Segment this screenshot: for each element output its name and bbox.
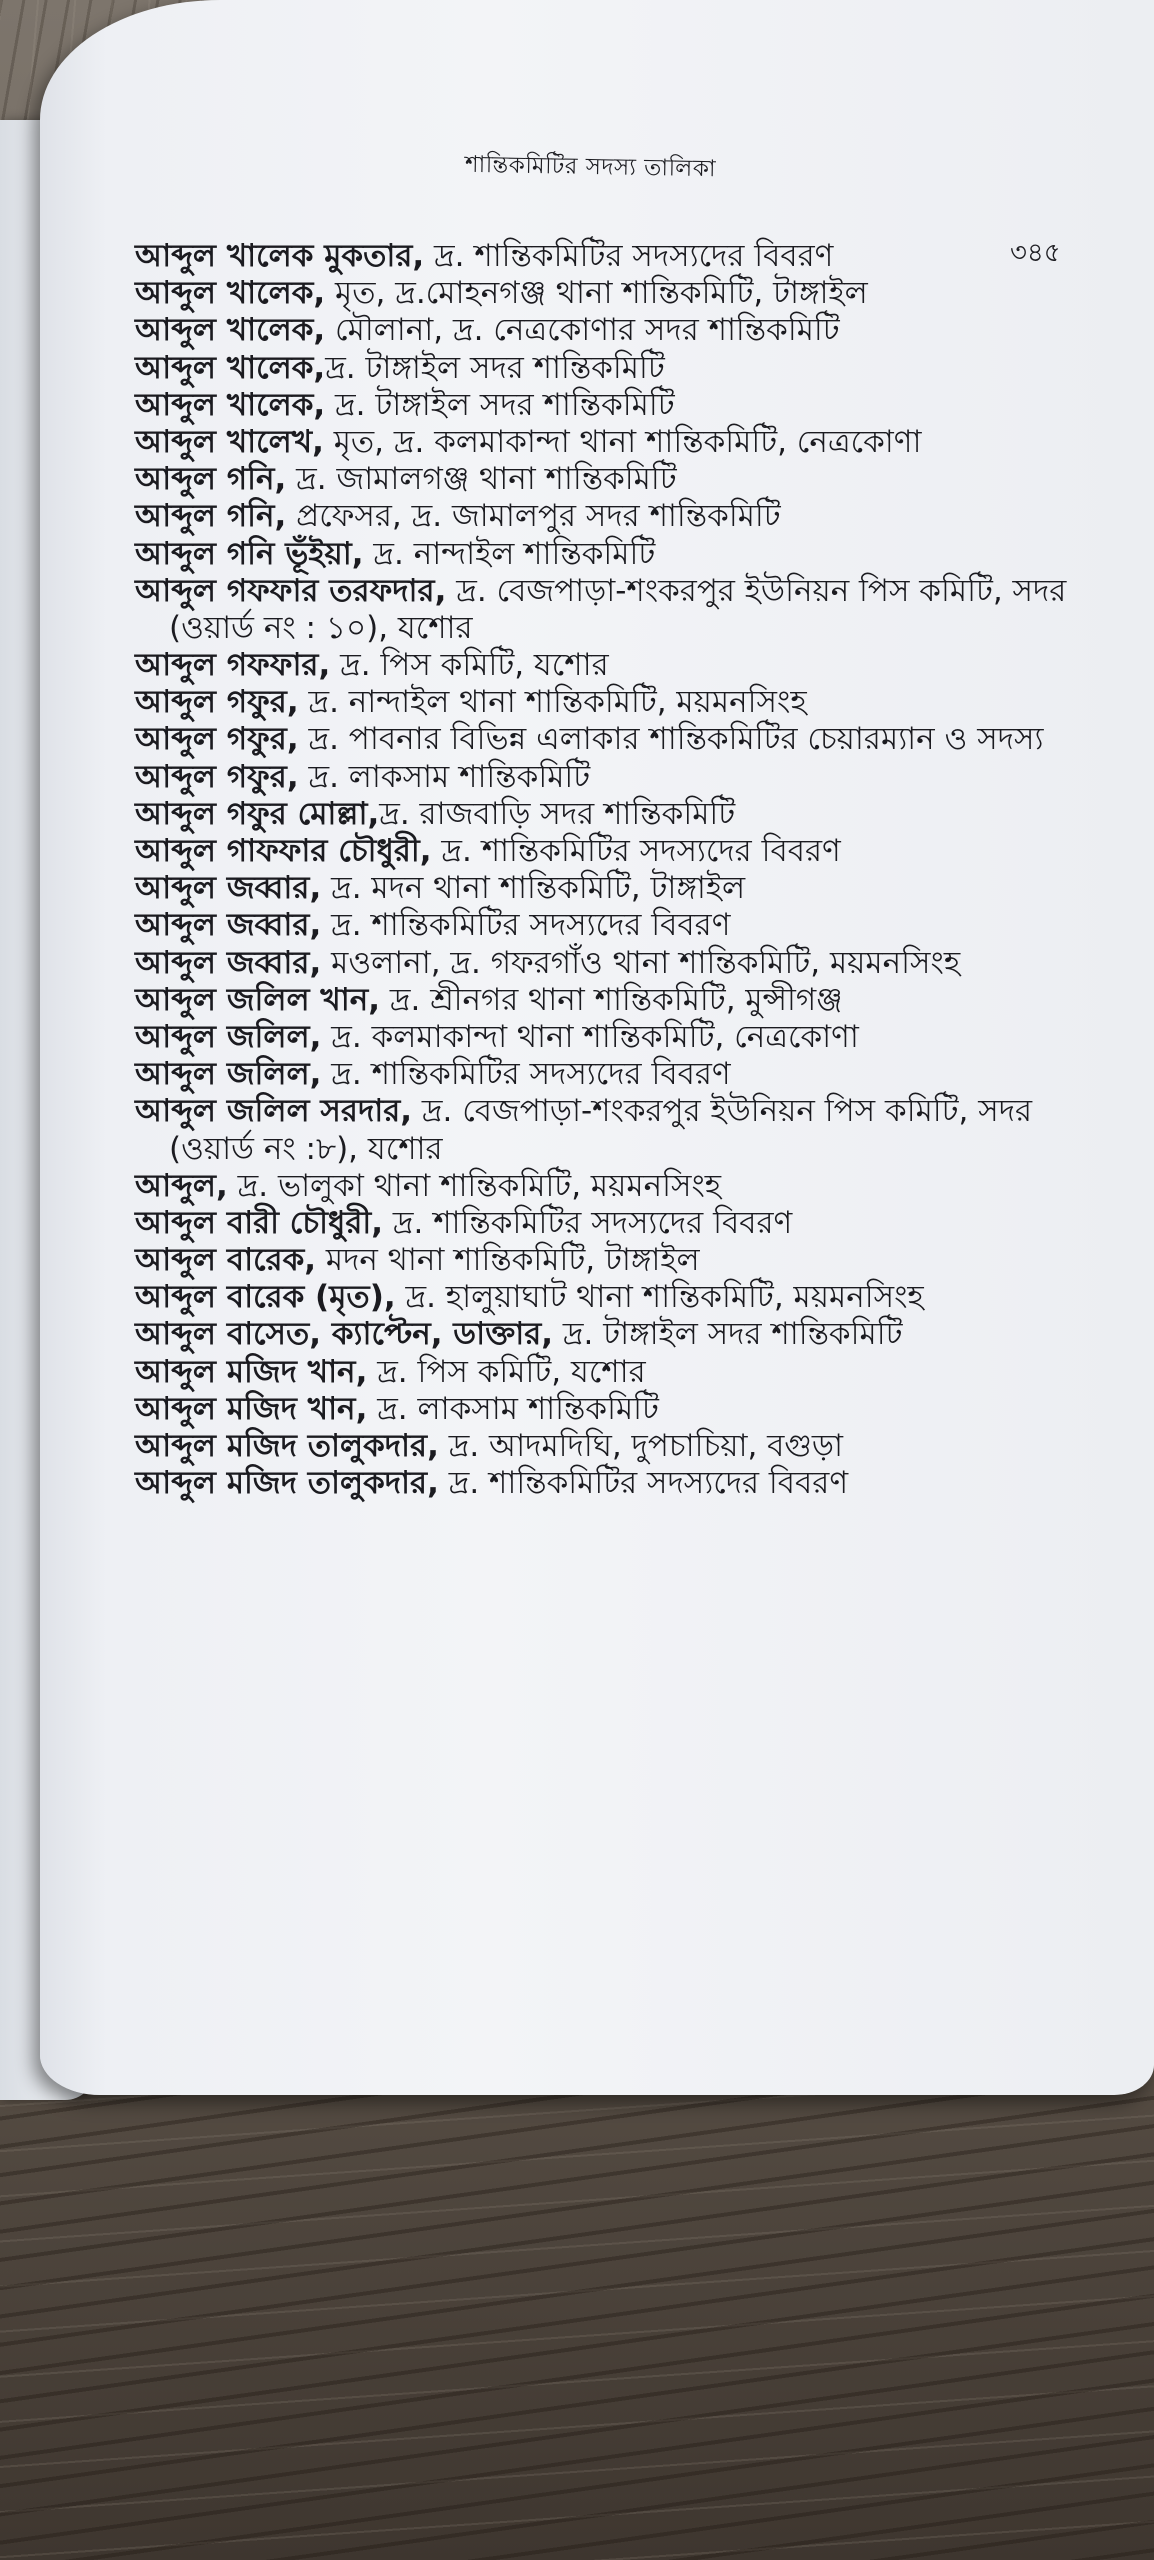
list-item <box>135 461 1145 498</box>
entry-detail: (ওয়ার্ড নং : ১০), যশোর <box>169 609 473 646</box>
entry-detail: দ্র. বেজপাড়া-শংকরপুর ইউনিয়ন পিস কমিটি, সদর <box>412 1093 1033 1130</box>
entry-name: আব্দুল খালেক, <box>135 349 326 386</box>
entry-detail: দ্র. শান্তিকমিটির সদস্যদের বিবরণ <box>424 238 834 274</box>
list-item <box>135 573 1145 610</box>
entry-name: আব্দুল খালেখ, <box>135 423 324 460</box>
list-item <box>135 1168 1145 1205</box>
list-item <box>135 1354 1145 1391</box>
entry-name: আব্দুল মজিদ খান, <box>135 1390 368 1427</box>
entry-detail: দ্র. শান্তিকমিটির সদস্যদের বিবরণ <box>321 907 731 944</box>
entry-detail: দ্র. টাঙ্গাইল সদর শান্তিকমিটি <box>325 386 675 423</box>
list-item <box>135 1019 1145 1056</box>
entry-detail: মৃত, দ্র. কলমাকান্দা থানা শান্তিকমিটি, নেত্রকোণা <box>323 423 922 460</box>
list-item <box>135 1391 1145 1428</box>
list-item <box>135 759 1145 796</box>
list-item <box>135 387 1145 424</box>
list-item <box>135 312 1145 349</box>
list-item <box>135 1465 1145 1502</box>
page-number: ৩৪৫ <box>1010 238 1061 268</box>
entry-detail: দ্র. ভালুকা থানা শান্তিকমিটি, ময়মনসিংহ <box>227 1167 722 1204</box>
entry-detail: মওলানা, দ্র. গফরগাঁও থানা শান্তিকমিটি, ময়মনসিংহ <box>321 944 961 981</box>
entry-name: আব্দুল খালেক মুকতার, <box>135 238 425 274</box>
book-page <box>40 0 1154 2095</box>
entry-detail: দ্র. পাবনার বিভিন্ন এলাকার শান্তিকমিটির চেয়ারম্যান ও সদস্য <box>298 721 1044 758</box>
list-item <box>135 1428 1145 1465</box>
entry-detail: দ্র. জামালগঞ্জ থানা শান্তিকমিটি <box>286 461 677 498</box>
entry-name: আব্দুল গাফফার চৌধুরী, <box>135 833 432 869</box>
list-item <box>135 1056 1145 1093</box>
entry-name: আব্দুল জব্বার, <box>135 944 322 981</box>
entry-name: আব্দুল গফুর, <box>135 684 299 721</box>
entry-name: আব্দুল, <box>135 1167 228 1204</box>
entry-name: আব্দুল বারেক (মৃত), <box>135 1279 396 1316</box>
list-item <box>135 1316 1145 1353</box>
entry-detail: দ্র. আদমদিঘি, দুপচাচিয়া, বগুড়া <box>438 1428 844 1464</box>
entry-detail: দ্র. পিস কমিটি, যশোর <box>367 1353 646 1390</box>
table-surface <box>0 2060 1154 2560</box>
entry-detail: দ্র. লাকসাম শান্তিকমিটি <box>367 1390 659 1427</box>
entry-name: আব্দুল জলিল, <box>135 1018 322 1055</box>
list-item <box>135 647 1145 684</box>
entry-name: আব্দুল খালেক, <box>135 275 326 312</box>
entry-continuation <box>135 1131 1145 1168</box>
entry-name: আব্দুল গনি, <box>135 461 287 498</box>
entry-detail: দ্র. শান্তিকমিটির সদস্যদের বিবরণ <box>438 1465 849 1502</box>
entry-detail: মৃত, দ্র.মোহনগঞ্জ থানা শান্তিকমিটি, টাঙ্গাইল <box>325 275 868 312</box>
entry-name: আব্দুল বারেক, <box>135 1242 317 1279</box>
list-item <box>135 945 1145 982</box>
entry-name: আব্দুল জলিল সরদার, <box>135 1093 413 1130</box>
entry-name: আব্দুল মজিদ খান, <box>135 1353 368 1390</box>
entry-name: আব্দুল গফুর, <box>135 721 299 758</box>
entry-name: আব্দুল গফফার, <box>135 647 331 684</box>
entry-detail: দ্র. শান্তিকমিটির সদস্যদের বিবরণ <box>431 833 841 869</box>
list-item <box>135 870 1145 907</box>
entry-detail: দ্র. বেজপাড়া-শংকরপুর ইউনিয়ন পিস কমিটি, সদর <box>446 572 1067 609</box>
entry-name: আব্দুল জব্বার, <box>135 870 322 907</box>
entry-detail: (ওয়ার্ড নং :৮), যশোর <box>169 1130 443 1167</box>
list-item <box>135 498 1145 535</box>
entry-detail: দ্র. শান্তিকমিটির সদস্যদের বিবরণ <box>383 1204 793 1241</box>
list-item <box>135 350 1145 387</box>
list-item <box>135 721 1145 758</box>
list-item <box>135 238 1145 275</box>
entry-detail: দ্র. রাজবাড়ি সদর শান্তিকমিটি <box>379 795 736 832</box>
entry-name: আব্দুল খালেক, <box>135 386 326 423</box>
list-item <box>135 796 1145 833</box>
entry-name: আব্দুল জলিল খান, <box>135 981 381 1018</box>
entry-name: আব্দুল গনি, <box>135 498 287 535</box>
entry-name: আব্দুল গফফার তরফদার, <box>135 572 447 609</box>
entry-name: আব্দুল বাসেত, ক্যাপ্টেন, ডাক্তার, <box>135 1316 554 1353</box>
list-item <box>135 982 1145 1019</box>
entry-name: আব্দুল জব্বার, <box>135 907 322 944</box>
entry-detail: দ্র. মদন থানা শান্তিকমিটি, টাঙ্গাইল <box>321 870 746 907</box>
entry-detail: দ্র. লাকসাম শান্তিকমিটি <box>298 758 591 795</box>
entry-name: আব্দুল গফুর, <box>135 758 299 795</box>
list-item <box>135 536 1145 573</box>
entry-name: আব্দুল গফুর মোল্লা, <box>135 795 380 832</box>
list-item <box>135 907 1145 944</box>
entry-name: আব্দুল মজিদ তালুকদার, <box>135 1428 439 1464</box>
list-item <box>135 1279 1145 1316</box>
list-item <box>135 275 1145 312</box>
entry-detail: প্রফেসর, দ্র. জামালপুর সদর শান্তিকমিটি <box>286 498 781 535</box>
entry-detail: দ্র. কলমাকান্দা থানা শান্তিকমিটি, নেত্রকোণা <box>321 1018 859 1055</box>
entry-detail: দ্র. টাঙ্গাইল সদর শান্তিকমিটি <box>325 349 665 386</box>
list-item <box>135 1242 1145 1279</box>
entry-detail: দ্র. নান্দাইল শান্তিকমিটি <box>363 535 656 572</box>
entry-continuation <box>135 610 1145 647</box>
entry-name: আব্দুল বারী চৌধুরী, <box>135 1204 384 1241</box>
entry-detail: দ্র. শান্তিকমিটির সদস্যদের বিবরণ <box>321 1056 731 1093</box>
list-item <box>135 833 1145 870</box>
list-item <box>135 1093 1145 1130</box>
entry-detail: দ্র. হালুয়াঘাট থানা শান্তিকমিটি, ময়মনসিংহ <box>395 1279 924 1316</box>
list-item <box>135 1205 1145 1242</box>
entry-detail: মৌলানা, দ্র. নেত্রকোণার সদর শান্তিকমিটি <box>325 312 840 349</box>
running-head: শান্তিকমিটির সদস্য তালিকা <box>464 151 717 183</box>
entry-list <box>135 238 1145 1502</box>
entry-detail: দ্র. পিস কমিটি, যশোর <box>330 647 609 684</box>
entry-detail: দ্র. নান্দাইল থানা শান্তিকমিটি, ময়মনসিংহ <box>298 684 807 721</box>
list-item <box>135 684 1145 721</box>
entry-name: আব্দুল মজিদ তালুকদার, <box>135 1465 439 1502</box>
entry-detail: দ্র. শ্রীনগর থানা শান্তিকমিটি, মুন্সীগঞ্জ <box>380 981 843 1018</box>
entry-name: আব্দুল জলিল, <box>135 1056 322 1093</box>
entry-detail: দ্র. টাঙ্গাইল সদর শান্তিকমিটি <box>553 1316 903 1353</box>
list-item <box>135 424 1145 461</box>
entry-detail: মদন থানা শান্তিকমিটি, টাঙ্গাইল <box>316 1242 700 1279</box>
entry-name: আব্দুল গনি ভূঁইয়া, <box>135 535 364 572</box>
entry-name: আব্দুল খালেক, <box>135 312 326 349</box>
